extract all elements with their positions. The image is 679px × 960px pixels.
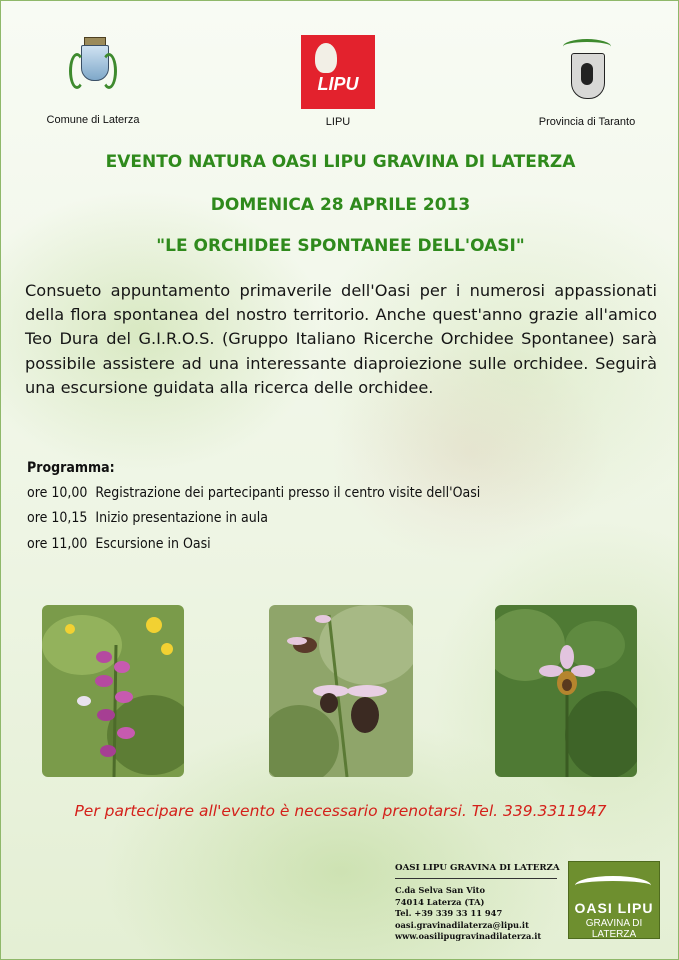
orchid-photo-1 bbox=[42, 605, 184, 777]
contact-org: OASI LIPU GRAVINA DI LATERZA bbox=[395, 863, 557, 879]
lipu-hoopoe-icon bbox=[301, 35, 375, 109]
contact-address: C.da Selva San Vito bbox=[395, 885, 486, 895]
program-title: Programma: bbox=[27, 460, 115, 476]
comune-label: Comune di Laterza bbox=[46, 114, 140, 126]
program-time: ore 10,15 bbox=[27, 510, 88, 527]
event-title: EVENTO NATURA OASI LIPU GRAVINA DI LATERZA bbox=[105, 152, 576, 172]
oasi-lipu-logo bbox=[568, 861, 660, 939]
comune-crest-icon bbox=[67, 37, 119, 89]
program bbox=[27, 456, 627, 557]
reservation-notice: Per partecipare all'evento è necessario prenotarsi. Tel. 339.3311947 bbox=[74, 802, 607, 820]
lipu-logo-mark: LIPU bbox=[317, 74, 359, 94]
program-item bbox=[27, 481, 627, 506]
bird-swoosh-icon bbox=[575, 876, 651, 895]
orchid-photo-3 bbox=[495, 605, 637, 777]
lipu-logo bbox=[288, 35, 388, 128]
contact-email[interactable]: oasi.gravinadilaterza@lipu.it bbox=[395, 919, 529, 930]
contact-phone[interactable]: Tel. +39 339 33 11 947 bbox=[395, 908, 503, 918]
program-text: Escursione in Oasi bbox=[95, 535, 211, 552]
provincia-crest-icon bbox=[559, 39, 615, 109]
contact-website[interactable]: www.oasilipugravinadilaterza.it bbox=[395, 931, 542, 941]
program-time: ore 10,00 bbox=[27, 485, 88, 502]
comune-logo bbox=[37, 37, 149, 126]
lipu-label: LIPU bbox=[325, 116, 351, 128]
oasi-logo-line1: OASI LIPU bbox=[574, 900, 654, 916]
event-subtitle: "LE ORCHIDEE SPONTANEE DELL'OASI" bbox=[156, 236, 525, 256]
program-time: ore 11,00 bbox=[27, 535, 88, 552]
provincia-label: Provincia di Taranto bbox=[538, 116, 636, 128]
contact-block bbox=[395, 863, 560, 943]
program-text: Inizio presentazione in aula bbox=[95, 510, 268, 527]
intro-paragraph: Consueto appuntamento primaverile dell'Oasi per i numerosi appassionati della flora spontanea del nostro territorio. Anche quest'anno grazie all'amico Teo Dura del G.I.R.O.S. (Gruppo Italiano Ricerche Orchidee Spontanee) sarà possibile assistere ad una interessante diaproiezione sulle orchidee. Seguirà una escursione guidata alla ricerca delle orchidee. bbox=[25, 281, 657, 397]
program-item bbox=[27, 532, 627, 557]
oasi-logo-line2: GRAVINA DI LATERZA bbox=[585, 918, 643, 940]
program-text: Registrazione dei partecipanti presso il centro visite dell'Oasi bbox=[95, 485, 481, 502]
contact-city: 74014 Laterza (TA) bbox=[395, 896, 485, 907]
event-date: DOMENICA 28 APRILE 2013 bbox=[210, 195, 471, 215]
provincia-logo bbox=[523, 39, 651, 128]
program-item bbox=[27, 506, 627, 531]
orchid-photo-2 bbox=[269, 605, 413, 777]
